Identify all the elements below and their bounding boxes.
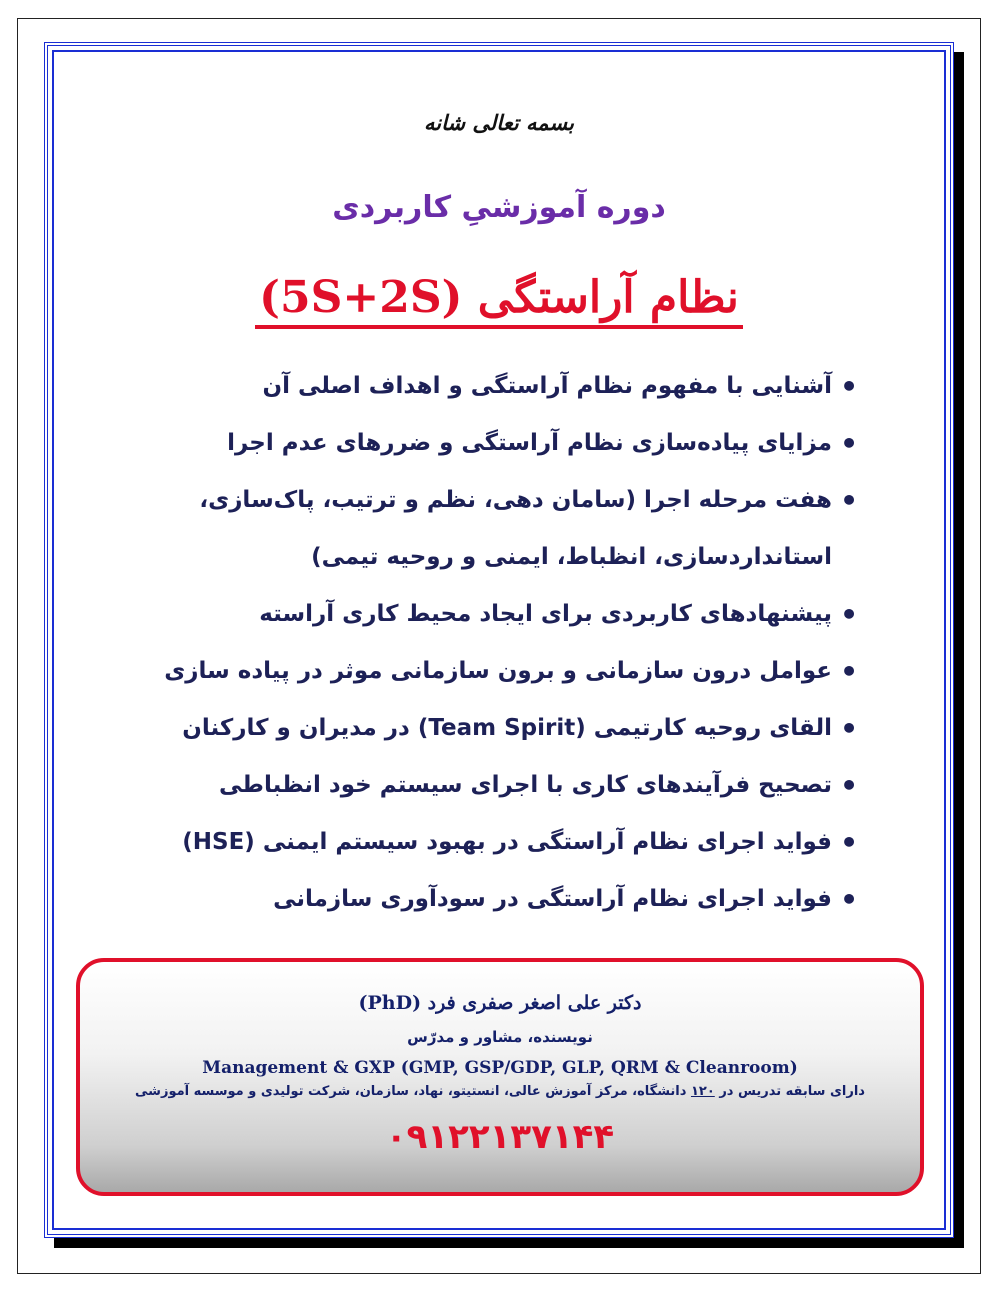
basmala-heading: بسمه تعالی شانه xyxy=(424,110,574,135)
phone-number[interactable]: ۰۹۱۲۲۱۳۷۱۴۴ xyxy=(385,1117,615,1157)
list-item xyxy=(98,700,858,757)
course-title-text: نظام آراستگی (5S+2S) xyxy=(255,272,743,329)
topic-text: مزایای پیاده‌سازی نظام آراستگی و ضررهای عدم اجرا xyxy=(227,430,832,456)
topic-text: آشنایی با مفهوم نظام آراستگی و اهداف اصلی آن xyxy=(262,373,832,399)
topic-text: هفت مرحله اجرا (سامان دهی، نظم و ترتیب، پاک‌سازی، xyxy=(199,487,832,513)
list-item xyxy=(98,415,858,472)
topic-text: پیشنهادهای کاربردی برای ایجاد محیط کاری آراسته xyxy=(259,601,832,627)
poster-frame xyxy=(44,42,954,1238)
poster-content xyxy=(48,46,950,1234)
topic-text: فواید اجرای نظام آراستگی در بهبود سیستم ایمنی (HSE) xyxy=(182,829,832,855)
experience-count: ۱۲۰ xyxy=(690,1084,715,1099)
topic-text: تصحیح فرآیندهای کاری با اجرای سیستم خود انظباطی xyxy=(219,772,832,798)
instructor-fields: Management & GXP (GMP, GSP/GDP, GLP, QRM & Cleanroom) xyxy=(202,1058,798,1078)
topic-text: القای روحیه کارتیمی (Team Spirit) در مدیران و کارکنان xyxy=(182,715,832,741)
course-subtitle: دوره آموزشیِ کاربردی xyxy=(332,190,666,225)
topics-list xyxy=(98,358,858,928)
topic-text: عوامل درون سازمانی و برون سازمانی موثر در پیاده سازی xyxy=(164,658,832,684)
list-item xyxy=(98,643,858,700)
instructor-card xyxy=(76,958,924,1196)
experience-suffix: دانشگاه، مرکز آموزش عالی، انستیتو، نهاد، سازمان، شرکت تولیدی و موسسه آموزشی xyxy=(135,1084,687,1099)
list-item xyxy=(98,358,858,415)
topic-continuation: استانداردسازی، انظباط، ایمنی و روحیه تیمی) xyxy=(311,544,832,570)
instructor-roles: نویسنده، مشاور و مدرّس xyxy=(407,1028,593,1046)
topic-text: فواید اجرای نظام آراستگی در سودآوری سازمانی xyxy=(273,886,832,912)
list-item xyxy=(98,814,858,871)
list-item xyxy=(98,757,858,814)
list-item xyxy=(98,586,858,643)
experience-prefix: دارای سابقه تدریس در xyxy=(719,1084,865,1099)
instructor-name: دکتر علی اصغر صفری فرد (PhD) xyxy=(358,992,642,1014)
instructor-experience xyxy=(80,1084,920,1099)
list-item xyxy=(98,472,858,586)
list-item xyxy=(98,871,858,928)
course-title xyxy=(48,272,950,323)
